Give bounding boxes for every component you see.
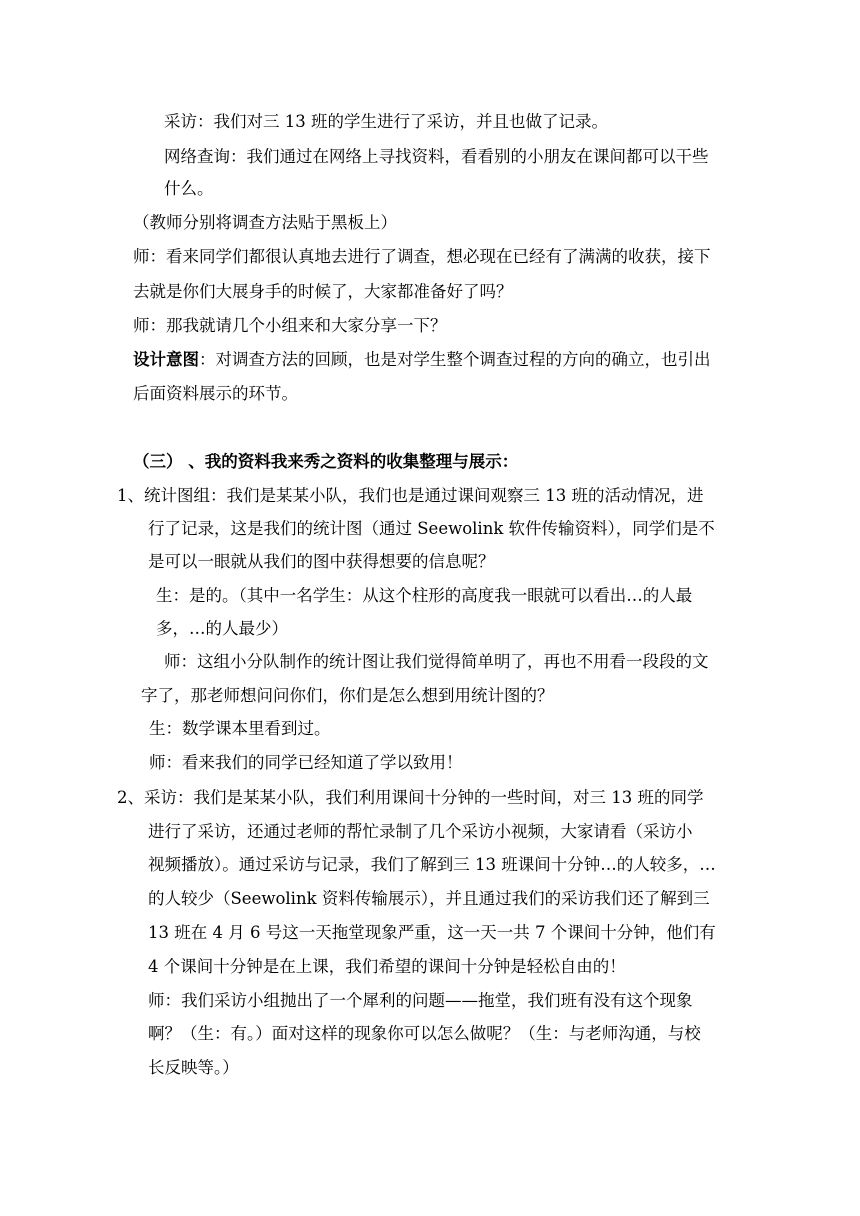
section-heading: （三） 、我的资料我来秀之资料的收集整理与展示： — [133, 452, 519, 471]
paragraph-teacher-note: （教师分别将调查方法贴于黑板上） — [133, 213, 397, 232]
paragraph-design-intent-line2: 后面资料展示的环节。 — [133, 384, 298, 403]
item1-line8: 生：数学课本里看到过。 — [149, 719, 331, 738]
paragraph-online-search-line2: 什么。 — [164, 179, 214, 198]
paragraph-design-intent-line1 — [133, 348, 711, 372]
item2-line1: 2、采访：我们是某某小队，我们利用课间十分钟的一些时间，对三 13 班的同学 — [117, 788, 704, 807]
item1-line1: 1、统计图组：我们是某某小队，我们也是通过课间观察三 13 班的活动情况，进 — [117, 486, 704, 505]
item1-line2: 行了记录，这是我们的统计图（通过 Seewolink 软件传输资料），同学们是不 — [148, 519, 715, 538]
design-intent-label: 设计意图 — [133, 350, 199, 369]
item1-line4: 生：是的。（其中一名学生：从这个柱形的高度我一眼就可以看出…的人最 — [156, 586, 693, 605]
item1-line5: 多，…的人最少） — [156, 619, 288, 638]
item2-line4: 的人较少（Seewolink 资料传输展示），并且通过我们的采访我们还了解到三 — [148, 889, 710, 908]
item2-line3: 视频播放）。通过采访与记录，我们了解到三 13 班课间十分钟…的人较多，… — [148, 855, 716, 874]
paragraph-teacher-line1: 师：看来同学们都很认真地去进行了调查，想必现在已经有了满满的收获，接下 — [133, 247, 711, 266]
item2-line8: 啊？（生：有。）面对这样的现象你可以怎么做呢？（生：与老师沟通，与校 — [148, 1024, 701, 1043]
item1-line6: 师：这组小分队制作的统计图让我们觉得简单明了，再也不用看一段段的文 — [164, 652, 709, 671]
item2-line9: 长反映等。） — [148, 1058, 239, 1077]
item2-line7: 师：我们采访小组抛出了一个犀利的问题——拖堂，我们班有没有这个现象 — [148, 991, 693, 1010]
paragraph-interview-method: 采访：我们对三 13 班的学生进行了采访，并且也做了记录。 — [164, 112, 608, 131]
item1-line7: 字了，那老师想问问你们，你们是怎么想到用统计图的？ — [141, 686, 554, 705]
paragraph-teacher-share: 师：那我就请几个小组来和大家分享一下？ — [133, 316, 447, 335]
design-intent-text: ：对调查方法的回顾，也是对学生整个调查过程的方向的确立，也引出 — [199, 350, 711, 369]
item2-line6: 4 个课间十分钟是在上课，我们希望的课间十分钟是轻松自由的！ — [148, 957, 626, 976]
item2-line2: 进行了采访，还通过老师的帮忙录制了几个采访小视频，大家请看（采访小 — [148, 822, 693, 841]
item1-line3: 是可以一眼就从我们的图中获得想要的信息呢？ — [148, 552, 495, 571]
item1-line9: 师：看来我们的同学已经知道了学以致用！ — [149, 753, 463, 772]
paragraph-online-search-line1: 网络查询：我们通过在网络上寻找资料，看看别的小朋友在课间都可以干些 — [164, 147, 709, 166]
paragraph-teacher-line2: 去就是你们大展身手的时候了，大家都准备好了吗？ — [133, 282, 513, 301]
item2-line5: 13 班在 4 月 6 号这一天拖堂现象严重，这一天一共 7 个课间十分钟，他们有 — [148, 923, 716, 942]
